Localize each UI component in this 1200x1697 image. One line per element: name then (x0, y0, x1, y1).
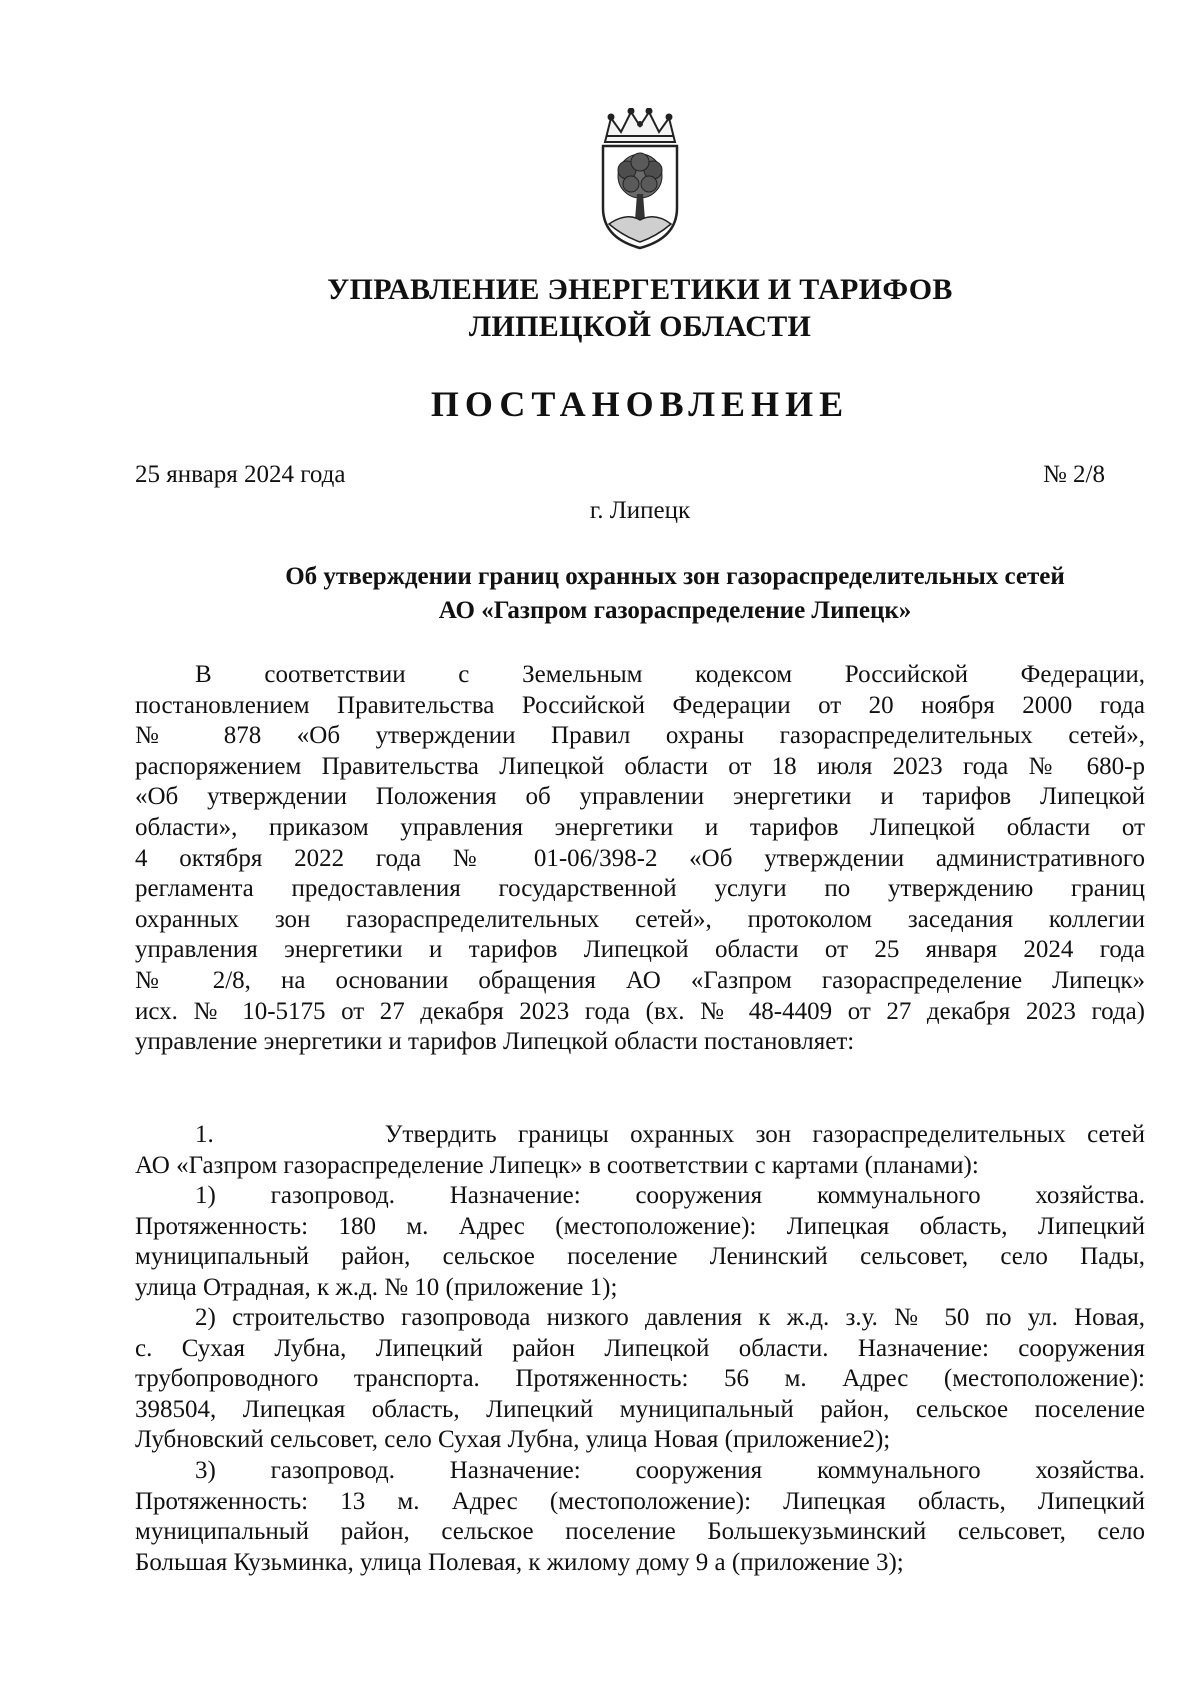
text-line: Лубновский сельсовет, село Сухая Лубна, улица Новая (приложение2); (135, 1426, 891, 1454)
text-line: Протяженность: 180 м. Адрес (местоположение): Липецкая область, Липецкий (135, 1212, 1145, 1240)
organization-name-line1: УПРАВЛЕНИЕ ЭНЕРГЕТИКИ И ТАРИФОВ (327, 273, 953, 306)
text-line: улица Отрадная, к ж.д. № 10 (приложение 1); (135, 1273, 618, 1301)
document-date: 25 января 2024 года (135, 461, 346, 488)
organization-name-line2: ЛИПЕЦКОЙ ОБЛАСТИ (468, 310, 812, 343)
coat-of-arms-emblem (597, 108, 683, 250)
document-number: № 2/8 (1042, 461, 1105, 488)
subject-line1: Об утверждении границ охранных зон газораспределительных сетей (285, 563, 1065, 590)
text-line: В соответствии с Земельным кодексом Российской Федерации, (195, 661, 1145, 688)
text-line: 1) газопровод. Назначение: сооружения коммунального хозяйства. (195, 1182, 1145, 1209)
text-line: охранных зон газораспределительных сетей», протоколом заседания коллегии (135, 905, 1145, 933)
text-line: исх. № 10-5175 от 27 декабря 2023 года (вх. № 48-4409 от 27 декабря 2023 года) (135, 997, 1145, 1025)
text-line: 3) газопровод. Назначение: сооружения коммунального хозяйства. (195, 1457, 1145, 1484)
subject-line2: АО «Газпром газораспределение Липецк» (438, 597, 912, 624)
text-line: 398504, Липецкая область, Липецкий муниципальный район, сельское поселение (135, 1395, 1145, 1423)
text-line: распоряжением Правительства Липецкой области от 18 июля 2023 года № 680-р (135, 752, 1145, 780)
text-line: управление энергетики и тарифов Липецкой области постановляет: (135, 1028, 855, 1056)
text-line: 2) строительство газопровода низкого давления к ж.д. з.у. № 50 по ул. Новая, (195, 1304, 1145, 1331)
text-line: области», приказом управления энергетики и тарифов Липецкой области от (135, 813, 1145, 841)
text-line: Большая Кузьминка, улица Полевая, к жилому дому 9 а (приложение 3); (135, 1548, 904, 1576)
document-city: г. Липецк (589, 497, 691, 524)
text-line: № 2/8, на основании обращения АО «Газпром газораспределение Липецк» (135, 966, 1145, 994)
document-type-title: ПОСТАНОВЛЕНИЕ (430, 384, 850, 424)
text-line: 4 октября 2022 года № 01-06/398-2 «Об утверждении административного (135, 844, 1145, 872)
sub-item-2-paragraph (135, 1303, 1145, 1456)
text-line: АО «Газпром газораспределение Липецк» в соответствии с картами (планами): (135, 1151, 979, 1179)
sub-item-3-paragraph (135, 1456, 1145, 1578)
text-line: «Об утверждении Положения об управлении энергетики и тарифов Липецкой (135, 783, 1145, 811)
text-line: управления энергетики и тарифов Липецкой области от 25 января 2024 года (135, 936, 1145, 964)
sub-item-1-paragraph (135, 1181, 1145, 1303)
text-line: с. Сухая Лубна, Липецкий район Липецкой области. Назначение: сооружения (135, 1334, 1145, 1362)
preamble-paragraph (135, 660, 1145, 1058)
text-line: постановлением Правительства Российской Федерации от 20 ноября 2000 года (135, 691, 1145, 719)
text-line: 1. Утвердить границы охранных зон газораспределительных сетей (195, 1121, 1145, 1148)
text-line: регламента предоставления государственной услуги по утверждению границ (135, 875, 1145, 903)
item-1-paragraph (135, 1120, 1145, 1181)
text-line: муниципальный район, сельское поселение Ленинский сельсовет, село Пады, (135, 1243, 1145, 1271)
text-line: муниципальный район, сельское поселение Большекузьминский сельсовет, село (135, 1518, 1145, 1546)
text-line: Протяженность: 13 м. Адрес (местоположение): Липецкая область, Липецкий (135, 1487, 1145, 1515)
text-line: трубопроводного транспорта. Протяженность: 56 м. Адрес (местоположение): (135, 1365, 1145, 1393)
text-line: № 878 «Об утверждении Правил охраны газораспределительных сетей», (135, 722, 1145, 750)
